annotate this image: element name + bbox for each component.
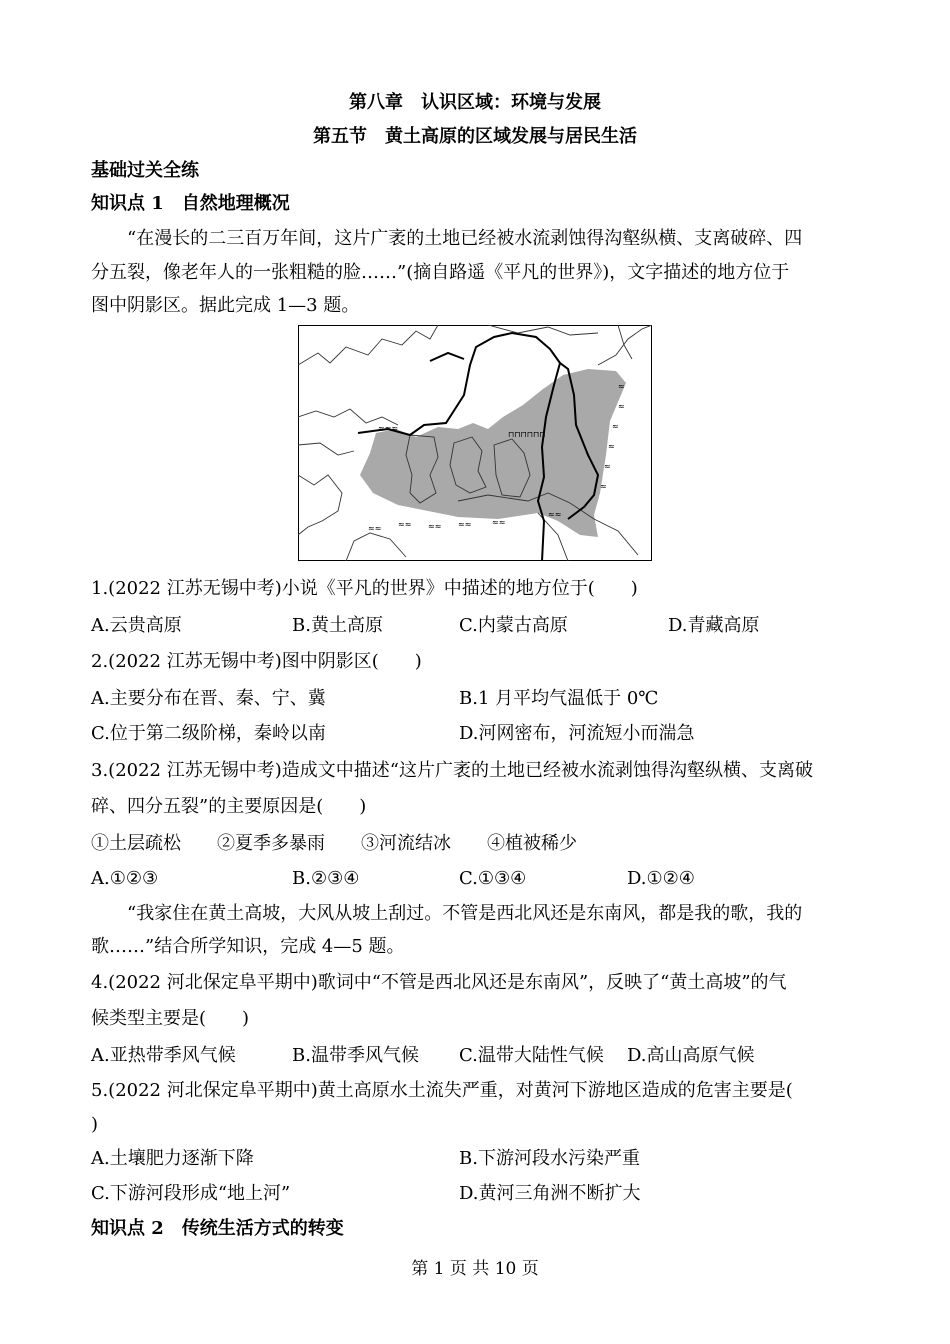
svg-text:≈≈: ≈≈: [398, 520, 412, 529]
svg-text:≈≈: ≈≈: [368, 524, 382, 533]
passage1-line2: 分五裂，像老年人的一张粗糙的脸……”(摘自路遥《平凡的世界》)，文字描述的地方位于: [91, 262, 790, 283]
svg-text:≈: ≈: [600, 482, 607, 491]
loess-plateau-map: [298, 325, 652, 561]
q1-option-a: A.云贵高原: [91, 615, 182, 636]
section-title: 第五节 黄土高原的区域发展与居民生活: [313, 126, 637, 147]
svg-text:≈≈≈: ≈≈≈: [378, 424, 399, 433]
question-3-stem-2: 碎、四分五裂”的主要原因是( ): [91, 796, 367, 817]
q3-option-c: C.①③④: [459, 868, 527, 889]
q4-option-d: D.高山高原气候: [627, 1045, 755, 1066]
question-5-stem-1: 5.(2022 河北保定阜平期中)黄土高原水土流失严重，对黄河下游地区造成的危害主要是(: [91, 1080, 793, 1101]
q5-option-a: A.土壤肥力逐渐下降: [91, 1148, 254, 1169]
svg-text:≈: ≈: [612, 422, 619, 431]
q1-option-b: B.黄土高原: [292, 615, 383, 636]
page-footer: 第 1 页 共 10 页: [411, 1259, 539, 1279]
knowledge-point-1: 知识点 1 自然地理概况: [91, 193, 290, 214]
q4-option-b: B.温带季风气候: [292, 1045, 419, 1066]
question-4-stem-2: 候类型主要是( ): [91, 1008, 250, 1029]
q3-option-a: A.①②③: [91, 868, 159, 889]
q4-option-c: C.温带大陆性气候: [459, 1045, 604, 1066]
svg-text:≈: ≈: [618, 382, 625, 391]
svg-text:≈≈: ≈≈: [458, 520, 472, 529]
question-3-statements: ①土层疏松 ②夏季多暴雨 ③河流结冰 ④植被稀少: [91, 833, 577, 854]
svg-text:≈: ≈: [604, 462, 611, 471]
passage2-line1: “我家住在黄土高坡，大风从坡上刮过。不管是西北风还是东南风，都是我的歌，我的: [127, 903, 803, 924]
svg-text:≈≈: ≈≈: [548, 510, 562, 519]
svg-text:≈≈: ≈≈: [428, 522, 442, 531]
passage1-line1: “在漫长的二三百万年间，这片广袤的土地已经被水流剥蚀得沟壑纵横、支离破碎、四: [127, 228, 803, 249]
knowledge-point-2: 知识点 2 传统生活方式的转变: [91, 1218, 344, 1239]
q2-option-b: B.1 月平均气温低于 0℃: [459, 688, 659, 709]
great-wall-mark: ⊓⊓⊓⊓⊓⊓: [508, 430, 546, 439]
section-label: 基础过关全练: [91, 160, 199, 181]
question-3-stem-1: 3.(2022 江苏无锡中考)造成文中描述“这片广袤的土地已经被水流剥蚀得沟壑纵横、支离破: [91, 760, 813, 781]
svg-text:≈: ≈: [618, 402, 625, 411]
q1-option-c: C.内蒙古高原: [459, 615, 568, 636]
q2-option-c: C.位于第二级阶梯，秦岭以南: [91, 723, 326, 744]
passage2-line2: 歌……”结合所学知识，完成 4—5 题。: [91, 936, 405, 957]
q1-option-d: D.青藏高原: [668, 615, 760, 636]
q3-option-d: D.①②④: [627, 868, 695, 889]
question-1-stem: 1.(2022 江苏无锡中考)小说《平凡的世界》中描述的地方位于( ): [91, 578, 638, 599]
q3-option-b: B.②③④: [292, 868, 360, 889]
svg-text:≈≈: ≈≈: [492, 518, 506, 527]
q4-option-a: A.亚热带季风气候: [91, 1045, 236, 1066]
q2-option-a: A.主要分布在晋、秦、宁、冀: [91, 688, 326, 709]
chapter-title: 第八章 认识区域：环境与发展: [349, 92, 601, 113]
q5-option-b: B.下游河段水污染严重: [459, 1148, 640, 1169]
svg-text:≈: ≈: [608, 442, 615, 451]
q5-option-c: C.下游河段形成“地上河”: [91, 1183, 291, 1204]
question-5-stem-2: ): [91, 1114, 99, 1135]
q2-option-d: D.河网密布，河流短小而湍急: [459, 723, 695, 744]
question-4-stem-1: 4.(2022 河北保定阜平期中)歌词中“不管是西北风还是东南风”，反映了“黄土高坡”的气: [91, 972, 787, 993]
question-2-stem: 2.(2022 江苏无锡中考)图中阴影区( ): [91, 651, 422, 672]
q5-option-d: D.黄河三角洲不断扩大: [459, 1183, 641, 1204]
passage1-line3: 图中阴影区。据此完成 1—3 题。: [91, 295, 360, 316]
